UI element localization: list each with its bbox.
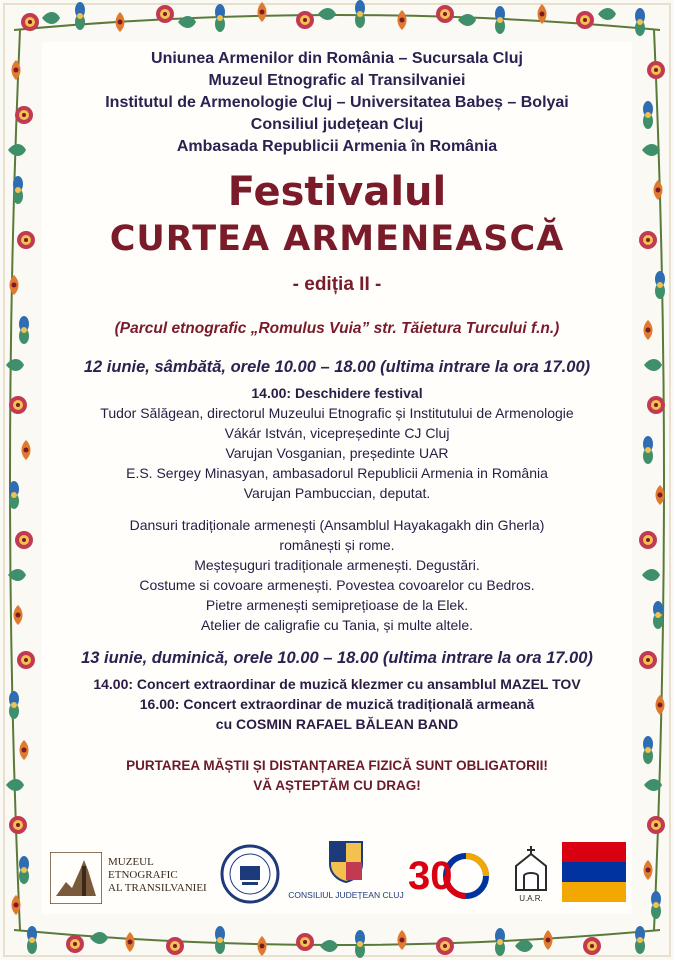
venue-text: (Parcul etnografic „Romulus Vuia” str. Tăietura Turcului f.n.)	[114, 320, 560, 337]
poster-content	[52, 48, 622, 796]
festival-title-line2: CURTEA ARMENEASCĂ	[109, 219, 565, 259]
organizer-line: Muzeul Etnografic al Transilvaniei	[208, 72, 466, 89]
activity-line: Pietre armenești semiprețioase de la Elek.	[205, 597, 469, 613]
speaker-line: Varujan Vosganian, președinte UAR	[225, 445, 449, 461]
notice	[52, 756, 622, 796]
speaker-line: E.S. Sergey Minasyan, ambasadorul Republicii Armenia in România	[126, 465, 548, 481]
notice-line: PURTAREA MĂȘTII ȘI DISTANȚAREA FIZICĂ SUNT OBLIGATORII!	[126, 758, 548, 773]
speaker-line: Varujan Pambuccian, deputat.	[243, 485, 431, 501]
organizers	[52, 48, 622, 158]
notice-line: VĂ AȘTEPTĂM CU DRAG!	[253, 778, 421, 793]
sponsor-logos	[48, 840, 628, 915]
uar-logo	[506, 844, 556, 908]
university-seal-icon	[220, 844, 280, 904]
organizer-line: Uniunea Armenilor din România – Sucursala Cluj	[151, 50, 523, 67]
anniversary-number: 30	[408, 854, 453, 898]
event-line: cu COSMIN RAFAEL BĂLEAN BAND	[215, 716, 459, 732]
edition-label: - ediția II -	[292, 274, 382, 295]
museum-name-line: MUZEUL	[108, 856, 154, 868]
speaker-line: Tudor Sălăgean, directorul Muzeului Etnografic și Institutului de Armenologie	[100, 405, 574, 421]
county-council-label: CONSILIUL JUDEȚEAN CLUJ	[288, 890, 404, 900]
activity-line: românești și rome.	[279, 537, 395, 553]
museum-name-line: ETNOGRAFIC	[108, 869, 178, 881]
county-council-logo	[286, 840, 406, 912]
museum-logo	[50, 850, 210, 906]
speaker-line: Vákár István, vicepreședinte CJ Cluj	[224, 425, 450, 441]
festival-title-line1: Festivalul	[227, 169, 447, 215]
organizer-line: Ambasada Republicii Armenia în România	[176, 138, 498, 155]
activity-line: Meșteșuguri tradiționale armenești. Degustări.	[194, 557, 480, 573]
activity-line: Dansuri tradiționale armenești (Ansamblul Hayakagakh din Gherla)	[129, 517, 545, 533]
museum-name-line: AL TRANSILVANIEI	[108, 882, 207, 894]
activity-line: Atelier de caligrafie cu Tania, și multe altele.	[200, 617, 474, 633]
church-icon	[506, 844, 556, 894]
day2-heading: 13 iunie, duminică, orele 10.00 – 18.00 (ultima intrare la ora 17.00)	[81, 649, 593, 667]
event-line: 16.00: Concert extraordinar de muzică tradițională armeană	[139, 696, 535, 712]
day1-heading: 12 iunie, sâmbătă, orele 10.00 – 18.00 (ultima intrare la ora 17.00)	[83, 358, 591, 376]
county-crest-icon	[326, 840, 366, 884]
organizer-line: Consiliul județean Cluj	[250, 116, 424, 133]
event-line: 14.00: Concert extraordinar de muzică klezmer cu ansamblul MAZEL TOV	[93, 676, 581, 692]
anniversary-logo	[408, 848, 498, 904]
opening-line: 14.00: Deschidere festival	[251, 385, 423, 401]
museum-icon	[50, 852, 102, 904]
day2-program	[52, 674, 622, 734]
organizer-line: Institutul de Armenologie Cluj – Universitatea Babeș – Bolyai	[105, 94, 569, 111]
armenian-flag	[562, 842, 626, 902]
uar-label: U.A.R.	[519, 894, 543, 903]
day1-program	[52, 383, 622, 635]
activity-line: Costume si covoare armenești. Povestea covoarelor cu Bedros.	[139, 577, 535, 593]
